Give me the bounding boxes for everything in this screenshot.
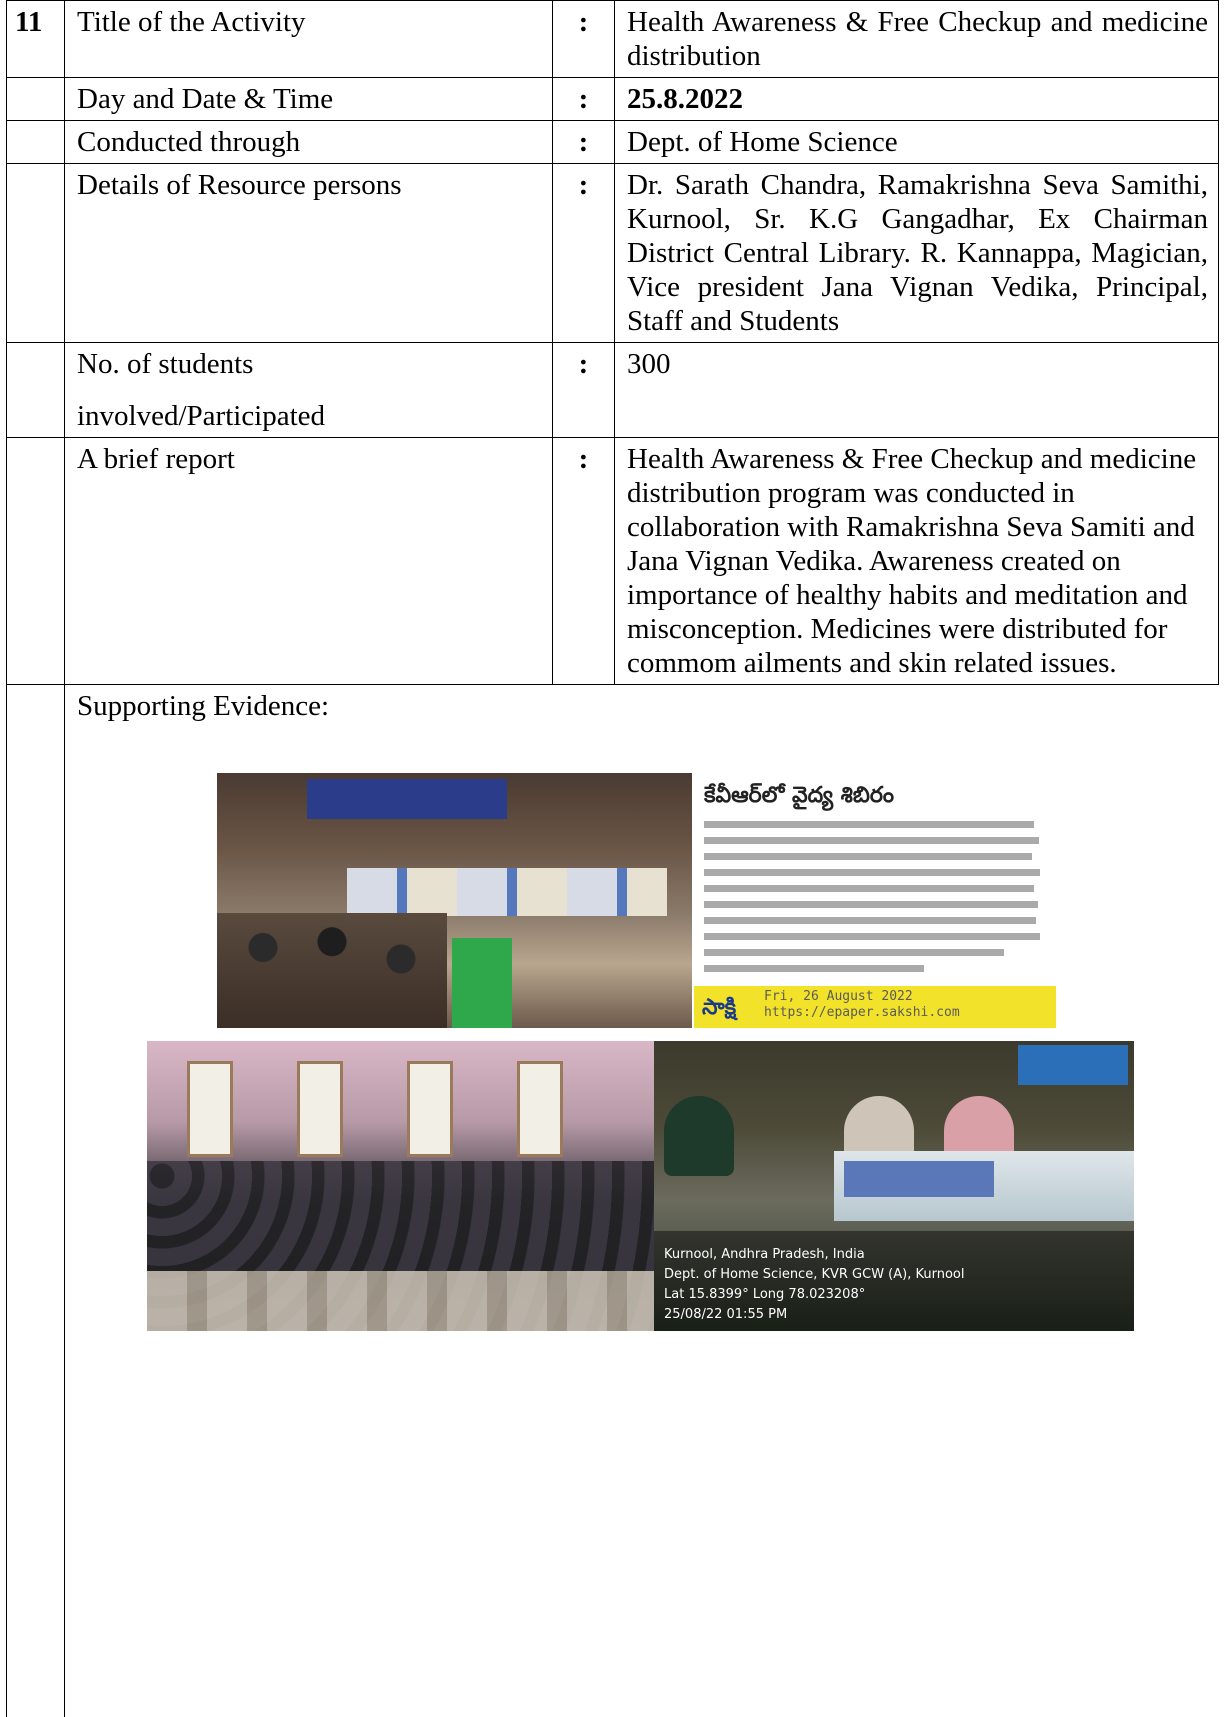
- geotag-timestamp: 25/08/22 01:55 PM: [664, 1305, 964, 1325]
- row-conducted: [7, 121, 1219, 164]
- colon: :: [553, 78, 615, 121]
- clipping-date: Fri, 26 August 2022: [764, 989, 960, 1005]
- colon: :: [553, 1, 615, 78]
- activity-report-table: [6, 0, 1219, 1717]
- colon: :: [553, 121, 615, 164]
- clipping-footer: [694, 986, 1056, 1028]
- row-title: [7, 1, 1219, 78]
- label-date: Day and Date & Time: [65, 78, 553, 121]
- audience-photo: [147, 1041, 654, 1331]
- row-date: [7, 78, 1219, 121]
- value-conducted: Dept. of Home Science: [615, 121, 1219, 164]
- row-evidence: [7, 685, 1219, 1717]
- newspaper-clipping: [694, 773, 1056, 1028]
- colon: :: [553, 438, 615, 685]
- value-date: 25.8.2022: [615, 78, 1219, 121]
- evidence-photos: [77, 723, 1209, 1713]
- geotag-coords: Lat 15.8399° Long 78.023208°: [664, 1285, 964, 1305]
- label-conducted: Conducted through: [65, 121, 553, 164]
- clipping-headline: కేవీఆర్‌లో వైద్య శిబిరం: [704, 779, 894, 813]
- value-report: Health Awareness & Free Checkup and medicine distribution program was conducted in collaboration with Ramakrishna Seva Samiti and Jana Vignan Vedika. Awareness created on importance of healthy habits and meditation and misconception. Medicines were distributed for commom ailments and skin related issues.: [615, 438, 1219, 685]
- geotag-dept: Dept. of Home Science, KVR GCW (A), Kurnool: [664, 1265, 964, 1285]
- row-report: [7, 438, 1219, 685]
- label-students-line1: No. of students: [77, 347, 542, 381]
- label-students-line2: involved/Participated: [77, 399, 542, 433]
- label-students: [65, 343, 553, 438]
- value-title: Health Awareness & Free Checkup and medicine distribution: [615, 1, 1219, 78]
- evidence-heading: Supporting Evidence:: [77, 689, 1209, 723]
- label-title: Title of the Activity: [65, 1, 553, 78]
- row-number: 11: [7, 1, 65, 78]
- event-stage-photo: [217, 773, 692, 1028]
- row-students: [7, 343, 1219, 438]
- checkup-desk-photo: [654, 1041, 1134, 1331]
- sakshi-logo: సాక్షి: [702, 991, 736, 1025]
- value-students: 300: [615, 343, 1219, 438]
- label-resource: Details of Resource persons: [65, 164, 553, 343]
- colon: :: [553, 343, 615, 438]
- label-report: A brief report: [65, 438, 553, 685]
- colon: :: [553, 164, 615, 343]
- clipping-url: https://epaper.sakshi.com: [764, 1005, 960, 1021]
- row-resource: [7, 164, 1219, 343]
- geotag-overlay: [664, 1245, 964, 1325]
- geotag-location: Kurnool, Andhra Pradesh, India: [664, 1245, 964, 1265]
- value-resource: Dr. Sarath Chandra, Ramakrishna Seva Samithi, Kurnool, Sr. K.G Gangadhar, Ex Chairman District Central Library. R. Kannappa, Magician, Vice president Jana Vignan Vedika, Principal, Staff and Students: [615, 164, 1219, 343]
